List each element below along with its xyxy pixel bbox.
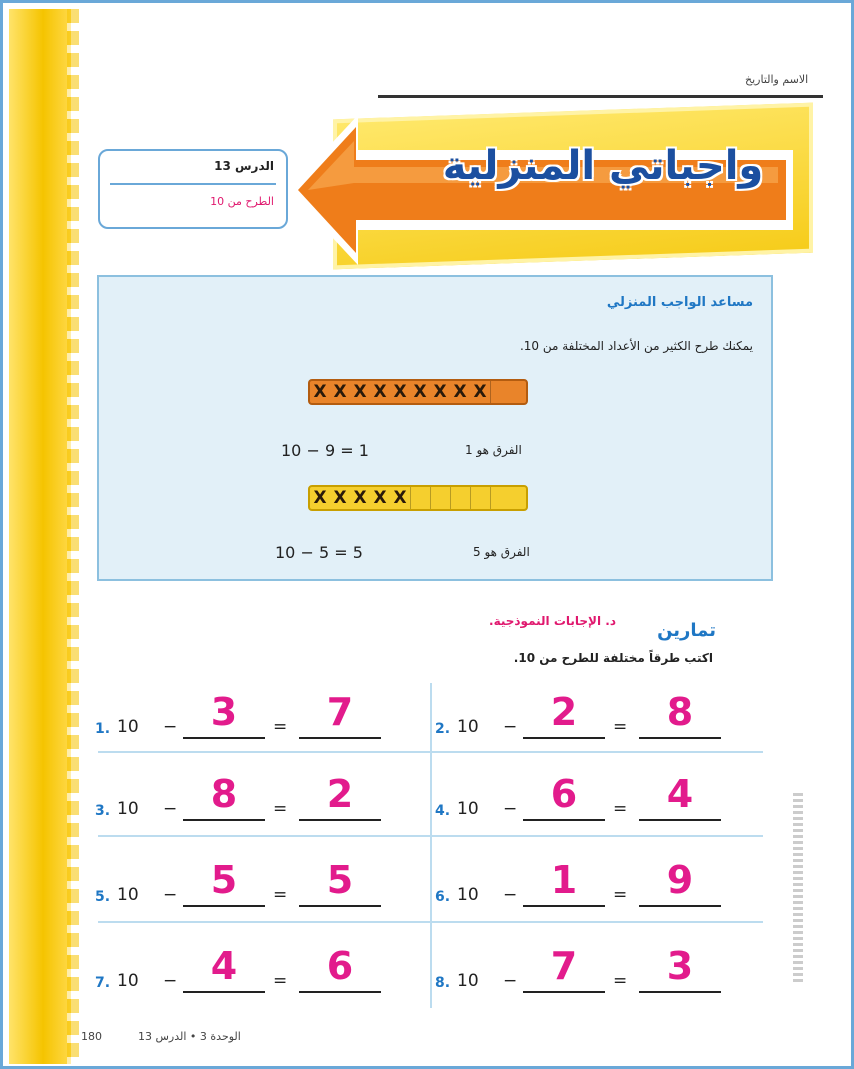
minuend: 10	[457, 717, 479, 737]
crossed-cube: X	[333, 488, 347, 508]
crossed-cube: X	[393, 382, 407, 402]
minuend: 10	[457, 885, 479, 905]
problem-number: 4.	[435, 803, 451, 819]
result-answer: 9	[666, 858, 694, 902]
crossed-cube: X	[353, 382, 367, 402]
subtrahend-blank[interactable]	[183, 905, 265, 907]
minuend: 10	[117, 885, 139, 905]
lesson-divider	[110, 183, 276, 185]
problem-number: 6.	[435, 889, 451, 905]
problem-number: 2.	[435, 721, 451, 737]
subtrahend-blank[interactable]	[183, 991, 265, 993]
equal-sign: =	[273, 971, 288, 991]
problem-3	[95, 765, 415, 825]
row-divider	[98, 835, 763, 837]
problem-1	[95, 683, 415, 743]
example2-equation: 10 − 5 = 5	[275, 543, 363, 562]
problem-5	[95, 851, 415, 911]
subtrahend-blank[interactable]	[183, 737, 265, 739]
side-credit-text	[793, 793, 803, 983]
yellow-side-strip	[9, 9, 71, 1064]
practice-title: تمارين	[657, 620, 716, 641]
column-divider	[430, 683, 432, 1008]
subtrahend-answer: 1	[550, 858, 578, 902]
problem-8	[435, 937, 755, 997]
subtrahend-blank[interactable]	[523, 819, 605, 821]
minus-sign: −	[503, 799, 518, 819]
answers-note: د. الإجابات النموذجية.	[489, 614, 616, 628]
subtrahend-blank[interactable]	[523, 991, 605, 993]
problem-number: 1.	[95, 721, 111, 737]
minus-sign: −	[163, 799, 178, 819]
page-number: 180	[81, 1030, 102, 1043]
crossed-cube: X	[313, 488, 327, 508]
helper-text: يمكنك طرح الكثير من الأعداد المختلفة من 10.	[519, 339, 753, 353]
crossed-cube: X	[313, 382, 327, 402]
orange-arrow-icon	[288, 105, 808, 275]
equal-sign: =	[613, 717, 628, 737]
equal-sign: =	[273, 885, 288, 905]
crossed-cube: X	[373, 382, 387, 402]
page-title: واجباتي المنزلية	[442, 143, 764, 189]
cube-train-example-2	[308, 485, 528, 511]
cube	[470, 487, 490, 509]
crossed-cube: X	[453, 382, 467, 402]
equal-sign: =	[613, 885, 628, 905]
subtrahend-answer: 3	[210, 690, 238, 734]
subtrahend-blank[interactable]	[523, 905, 605, 907]
practice-instruction: اكتب طرقاً مختلفة للطرح من 10.	[513, 651, 713, 665]
crossed-cube: X	[393, 488, 407, 508]
minus-sign: −	[163, 717, 178, 737]
subtrahend-answer: 2	[550, 690, 578, 734]
equal-sign: =	[613, 799, 628, 819]
result-blank[interactable]	[299, 991, 381, 993]
result-blank[interactable]	[299, 737, 381, 739]
minus-sign: −	[503, 885, 518, 905]
result-answer: 4	[666, 772, 694, 816]
problem-2	[435, 683, 755, 743]
cube	[450, 487, 470, 509]
name-date-label: الاسم والتاريخ	[745, 73, 809, 86]
subtrahend-answer: 5	[210, 858, 238, 902]
minus-sign: −	[503, 717, 518, 737]
subtrahend-answer: 7	[550, 944, 578, 988]
problem-4	[435, 765, 755, 825]
row-divider	[98, 921, 763, 923]
result-answer: 7	[326, 690, 354, 734]
crossed-cube: X	[433, 382, 447, 402]
crossed-cube: X	[353, 488, 367, 508]
subtrahend-blank[interactable]	[523, 737, 605, 739]
subtrahend-answer: 4	[210, 944, 238, 988]
cube	[430, 487, 450, 509]
minuend: 10	[457, 971, 479, 991]
equal-sign: =	[613, 971, 628, 991]
result-answer: 8	[666, 690, 694, 734]
cube	[490, 381, 510, 403]
result-answer: 3	[666, 944, 694, 988]
subtrahend-answer: 8	[210, 772, 238, 816]
crossed-cube: X	[413, 382, 427, 402]
minus-sign: −	[503, 971, 518, 991]
minuend: 10	[117, 717, 139, 737]
row-divider	[98, 751, 763, 753]
result-blank[interactable]	[639, 819, 721, 821]
minus-sign: −	[163, 971, 178, 991]
lesson-topic: الطرح من 10	[210, 195, 274, 208]
helper-title: مساعد الواجب المنزلي	[606, 295, 753, 310]
crossed-cube: X	[373, 488, 387, 508]
problem-6	[435, 851, 755, 911]
homework-helper-box	[97, 275, 773, 581]
result-answer: 2	[326, 772, 354, 816]
footer-unit-lesson: الوحدة 3 • الدرس 13	[138, 1030, 241, 1043]
equal-sign: =	[273, 717, 288, 737]
problem-number: 5.	[95, 889, 111, 905]
minus-sign: −	[163, 885, 178, 905]
minuend: 10	[117, 971, 139, 991]
result-blank[interactable]	[299, 819, 381, 821]
result-blank[interactable]	[639, 905, 721, 907]
result-blank[interactable]	[299, 905, 381, 907]
subtrahend-answer: 6	[550, 772, 578, 816]
lesson-box	[98, 149, 288, 229]
cube	[490, 487, 510, 509]
result-blank[interactable]	[639, 991, 721, 993]
lesson-number: الدرس 13	[214, 159, 274, 173]
name-date-line[interactable]	[378, 95, 823, 98]
problem-7	[95, 937, 415, 997]
crossed-cube: X	[333, 382, 347, 402]
example1-difference: الفرق هو 1	[465, 443, 522, 457]
cube-train-example-1	[308, 379, 528, 405]
result-answer: 6	[326, 944, 354, 988]
minuend: 10	[117, 799, 139, 819]
minuend: 10	[457, 799, 479, 819]
result-answer: 5	[326, 858, 354, 902]
subtrahend-blank[interactable]	[183, 819, 265, 821]
cube	[410, 487, 430, 509]
problem-number: 3.	[95, 803, 111, 819]
problem-number: 8.	[435, 975, 451, 991]
crossed-cube: X	[473, 382, 487, 402]
result-blank[interactable]	[639, 737, 721, 739]
problem-number: 7.	[95, 975, 111, 991]
example1-equation: 10 − 9 = 1	[281, 441, 369, 460]
example2-difference: الفرق هو 5	[473, 545, 530, 559]
equal-sign: =	[273, 799, 288, 819]
